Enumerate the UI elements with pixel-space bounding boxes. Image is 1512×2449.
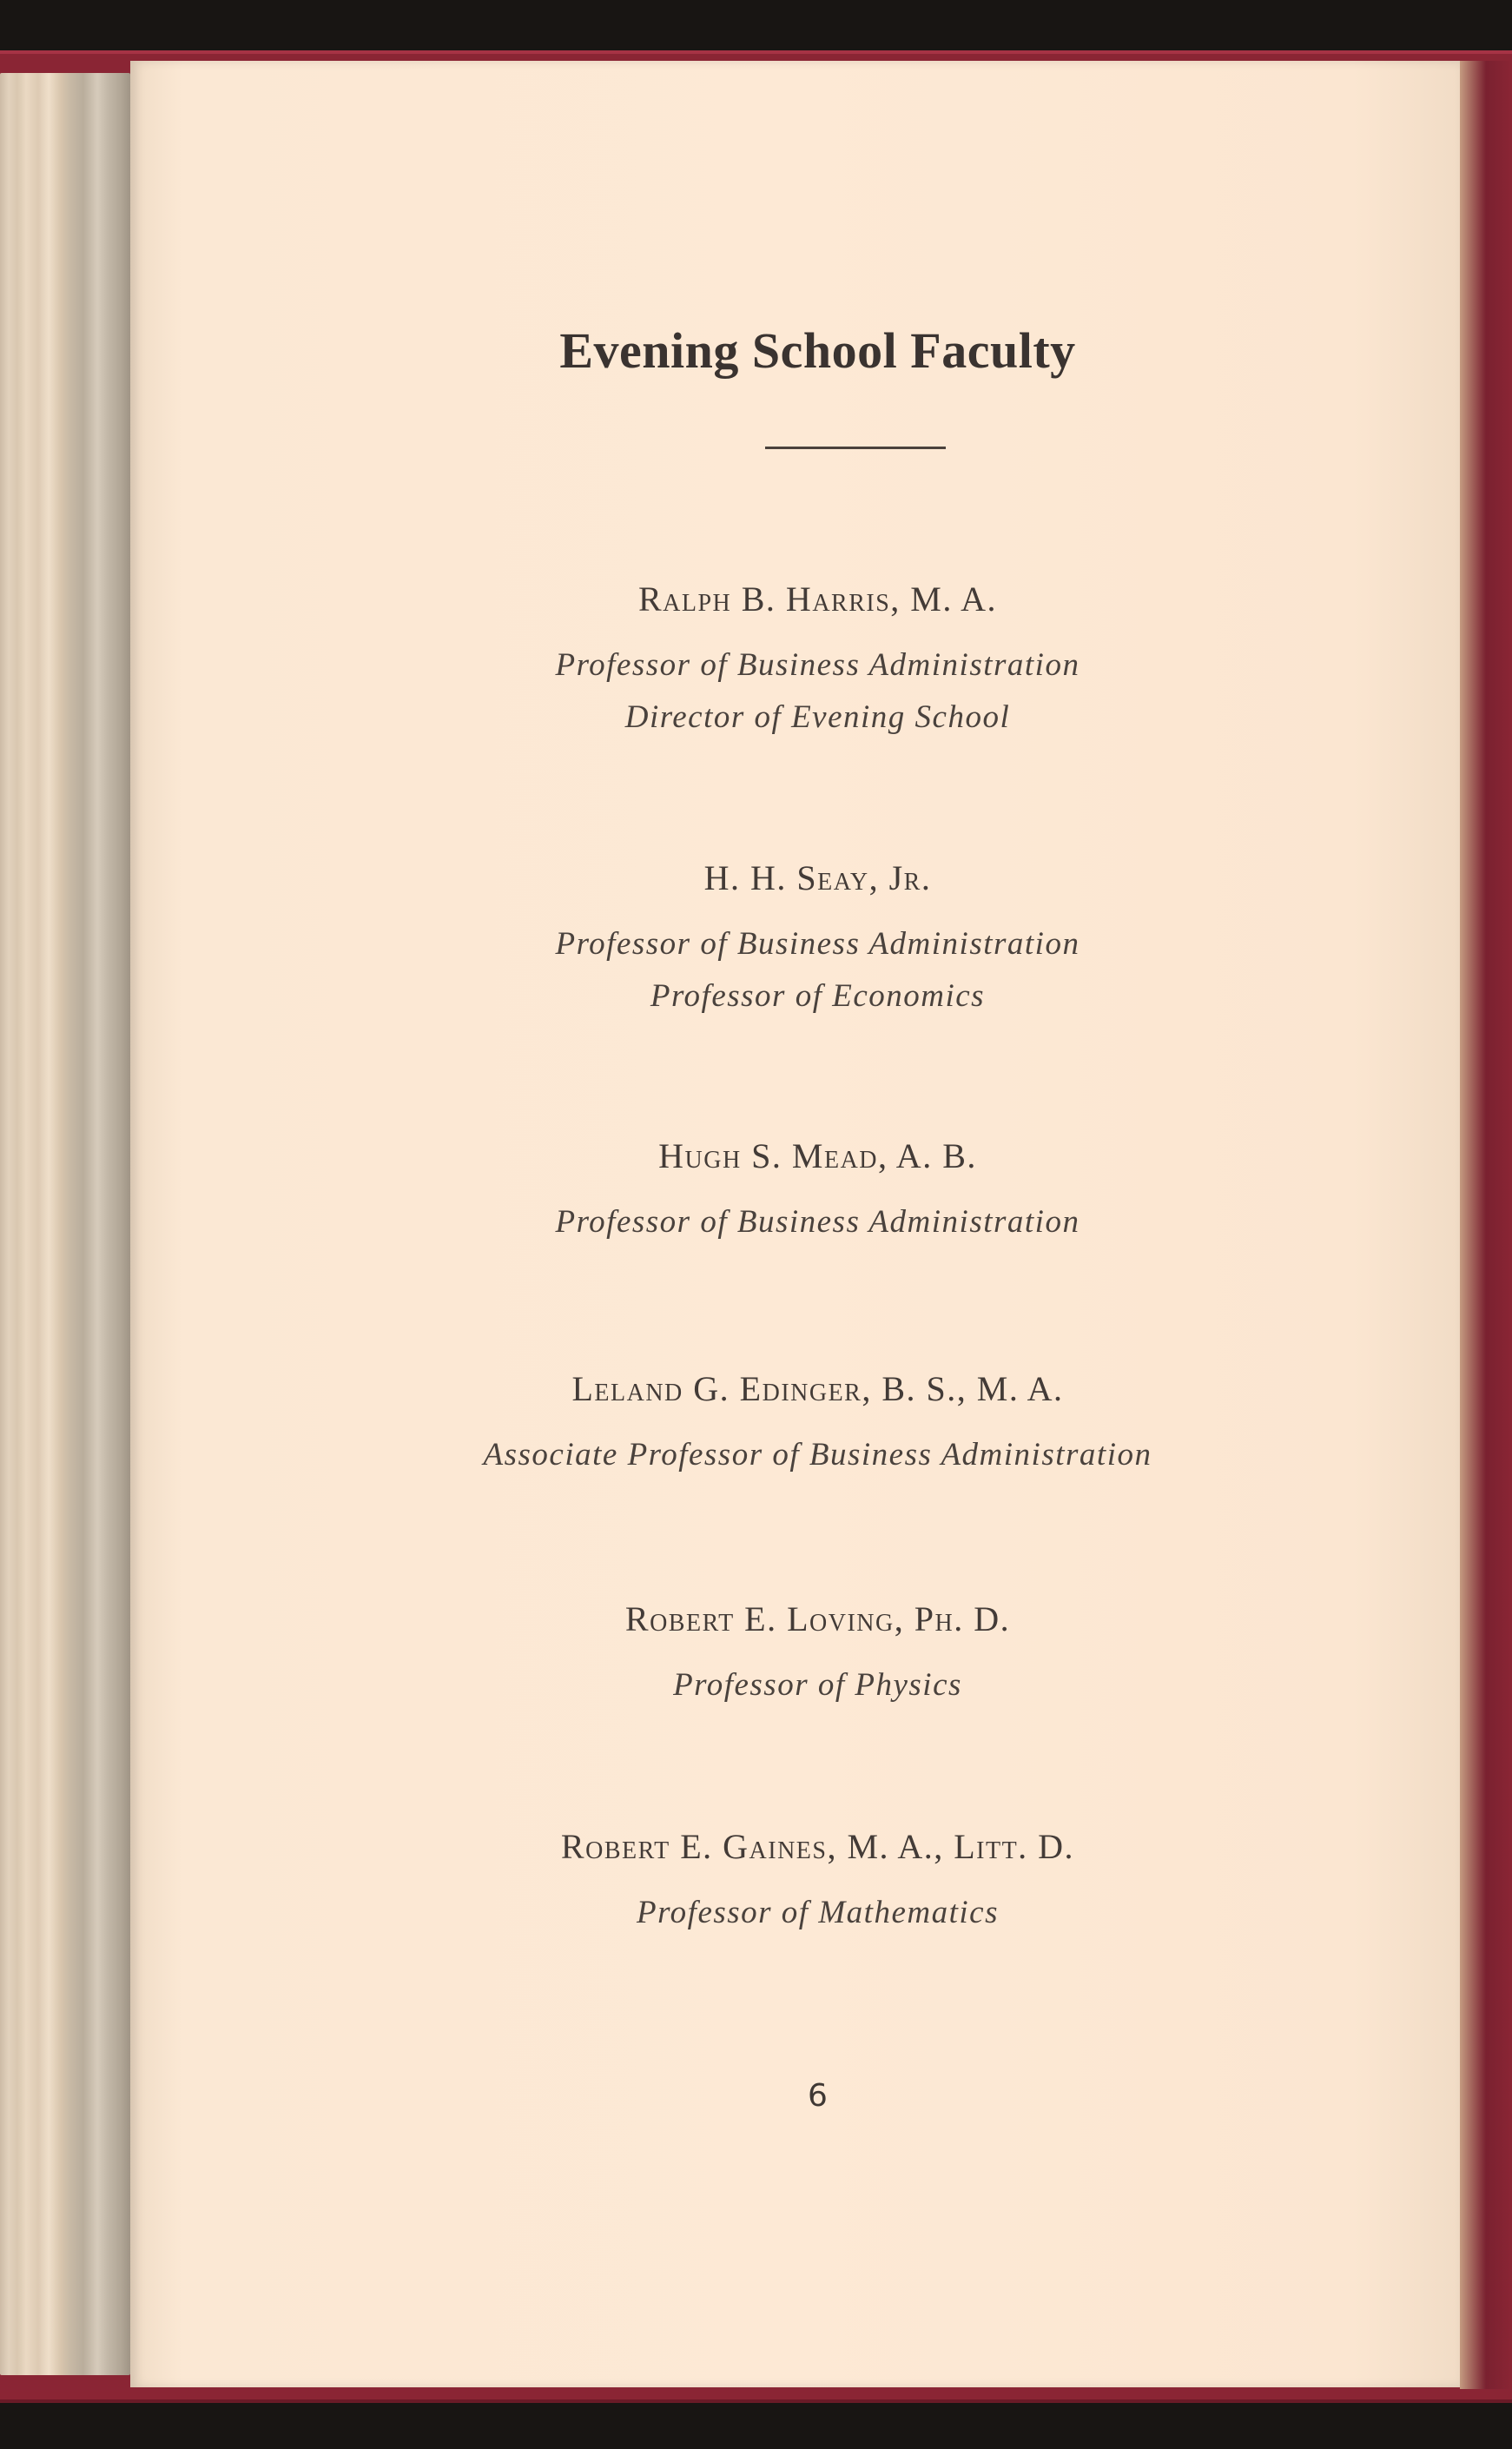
- faculty-role: Professor of Physics: [673, 1667, 962, 1703]
- faculty-roles: [175, 918, 1460, 1023]
- faculty-name: Hugh S. Mead, A. B.: [658, 1136, 977, 1175]
- book-page: [130, 61, 1460, 2387]
- page-content: [130, 61, 1460, 2387]
- faculty-name: H. H. Seay, Jr.: [703, 858, 932, 897]
- faculty-role: Professor of Economics: [650, 978, 986, 1014]
- faculty-role: Professor of Business Administration: [555, 1204, 1080, 1240]
- faculty-role: Associate Professor of Business Administration: [483, 1437, 1152, 1473]
- title-rule-divider: [765, 447, 946, 449]
- faculty-entry: [130, 1598, 1460, 1711]
- faculty-roles: [175, 1887, 1460, 1939]
- faculty-roles: [175, 1429, 1460, 1481]
- faculty-roles: [175, 639, 1460, 744]
- faculty-entry: [130, 1826, 1460, 1939]
- faculty-name: Leland G. Edinger, B. S., M. A.: [571, 1369, 1064, 1408]
- book-cover-right-edge: [1460, 61, 1512, 2389]
- faculty-roles: [175, 1659, 1460, 1711]
- page-title: Evening School Faculty: [559, 322, 1076, 379]
- faculty-role: Professor of Business Administration: [555, 647, 1080, 683]
- faculty-entry: [130, 579, 1460, 744]
- faculty-entry: [130, 1135, 1460, 1248]
- faculty-name: Robert E. Gaines, M. A., Litt. D.: [560, 1827, 1075, 1866]
- faculty-name: Ralph B. Harris, M. A.: [637, 579, 998, 619]
- page-number: 6: [808, 2078, 828, 2114]
- faculty-entry: [130, 1368, 1460, 1481]
- page-stack-edges: [0, 73, 130, 2375]
- faculty-roles: [175, 1196, 1460, 1248]
- faculty-role: Director of Evening School: [624, 699, 1011, 735]
- faculty-entry: [130, 857, 1460, 1023]
- faculty-role: Professor of Mathematics: [637, 1895, 999, 1930]
- faculty-name: Robert E. Loving, Ph. D.: [624, 1599, 1011, 1638]
- faculty-role: Professor of Business Administration: [555, 926, 1080, 962]
